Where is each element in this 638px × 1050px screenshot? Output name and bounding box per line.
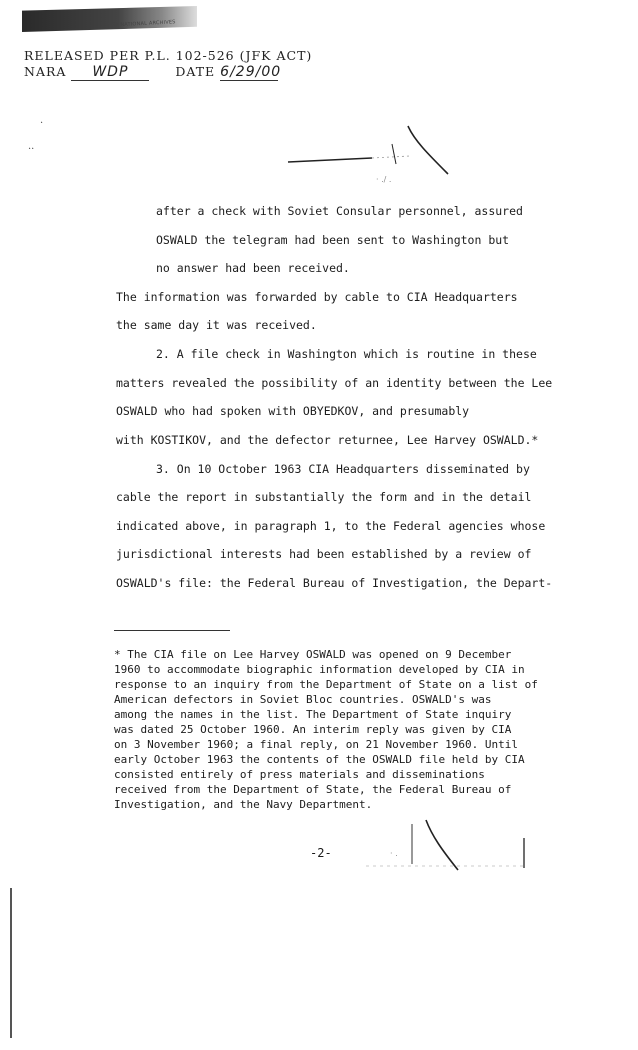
body-line: 2. A file check in Washington which is routine in these — [156, 347, 537, 361]
footnote-line: received from the Department of State, the Federal Bureau of — [114, 783, 512, 796]
body-line: OSWALD's file: the Federal Bureau of Investigation, the Depart- — [116, 576, 553, 590]
body-line: OSWALD who had spoken with OBYEDKOV, and presumably — [116, 404, 470, 418]
footnote-line: early October 1963 the contents of the OSWALD file held by CIA — [114, 753, 525, 766]
footnote-line: consisted entirely of press materials and disseminations — [114, 768, 485, 781]
body-line: cable the report in substantially the form and in the detail — [116, 490, 532, 504]
footnote-line: 1960 to accommodate biographic information developed by CIA in — [114, 663, 525, 676]
scan-mark: ·· — [28, 144, 35, 155]
page-number: -2- — [310, 846, 332, 860]
body-line: 3. On 10 October 1963 CIA Headquarters disseminated by — [156, 462, 530, 476]
body-line: The information was forwarded by cable to CIA Headquarters — [116, 290, 518, 304]
binding-mark — [10, 888, 12, 1038]
svg-text:· ./ .: · ./ . — [376, 175, 392, 184]
footnote-line: on 3 November 1960; a final reply, on 21 November 1960. Until — [114, 738, 518, 751]
footnote-line: Investigation, and the Navy Department. — [114, 798, 373, 811]
nara-line — [24, 64, 282, 81]
release-line: RELEASED PER P.L. 102-526 (JFK ACT) — [24, 48, 313, 63]
footnote-line: response to an inquiry from the Department of State on a list of — [114, 678, 538, 691]
body-line: indicated above, in paragraph 1, to the Federal agencies whose — [116, 519, 546, 533]
handwritten-mark-top — [280, 120, 480, 190]
archive-stamp-text: THE NATIONAL ARCHIVES — [107, 19, 176, 29]
nara-initials: WDP — [71, 64, 149, 81]
date-label: DATE — [175, 64, 216, 79]
svg-text:· .: · . — [390, 849, 398, 858]
footnote-rule — [114, 630, 230, 631]
footnote-line: was dated 25 October 1960. An interim reply was given by CIA — [114, 723, 512, 736]
body-line: matters revealed the possibility of an identity between the Lee — [116, 376, 553, 390]
date-value: 6/29/00 — [220, 64, 282, 80]
handwritten-mark-bottom — [366, 818, 546, 878]
body-line: jurisdictional interests had been established by a review of — [116, 547, 532, 561]
footnote-line: American defectors in Soviet Bloc countries. OSWALD's was — [114, 693, 492, 706]
scan-mark: · — [40, 118, 44, 129]
body-line: with KOSTIKOV, and the defector returnee, Lee Harvey OSWALD.* — [116, 433, 539, 447]
footnote-line: among the names in the list. The Department of State inquiry — [114, 708, 512, 721]
body-line: OSWALD the telegram had been sent to Washington but — [156, 233, 510, 247]
footnote-line: * The CIA file on Lee Harvey OSWALD was opened on 9 December — [114, 648, 512, 661]
body-line: after a check with Soviet Consular personnel, assured — [156, 204, 523, 218]
body-line: no answer had been received. — [156, 261, 350, 275]
nara-label: NARA — [24, 64, 67, 79]
body-line: the same day it was received. — [116, 318, 317, 332]
